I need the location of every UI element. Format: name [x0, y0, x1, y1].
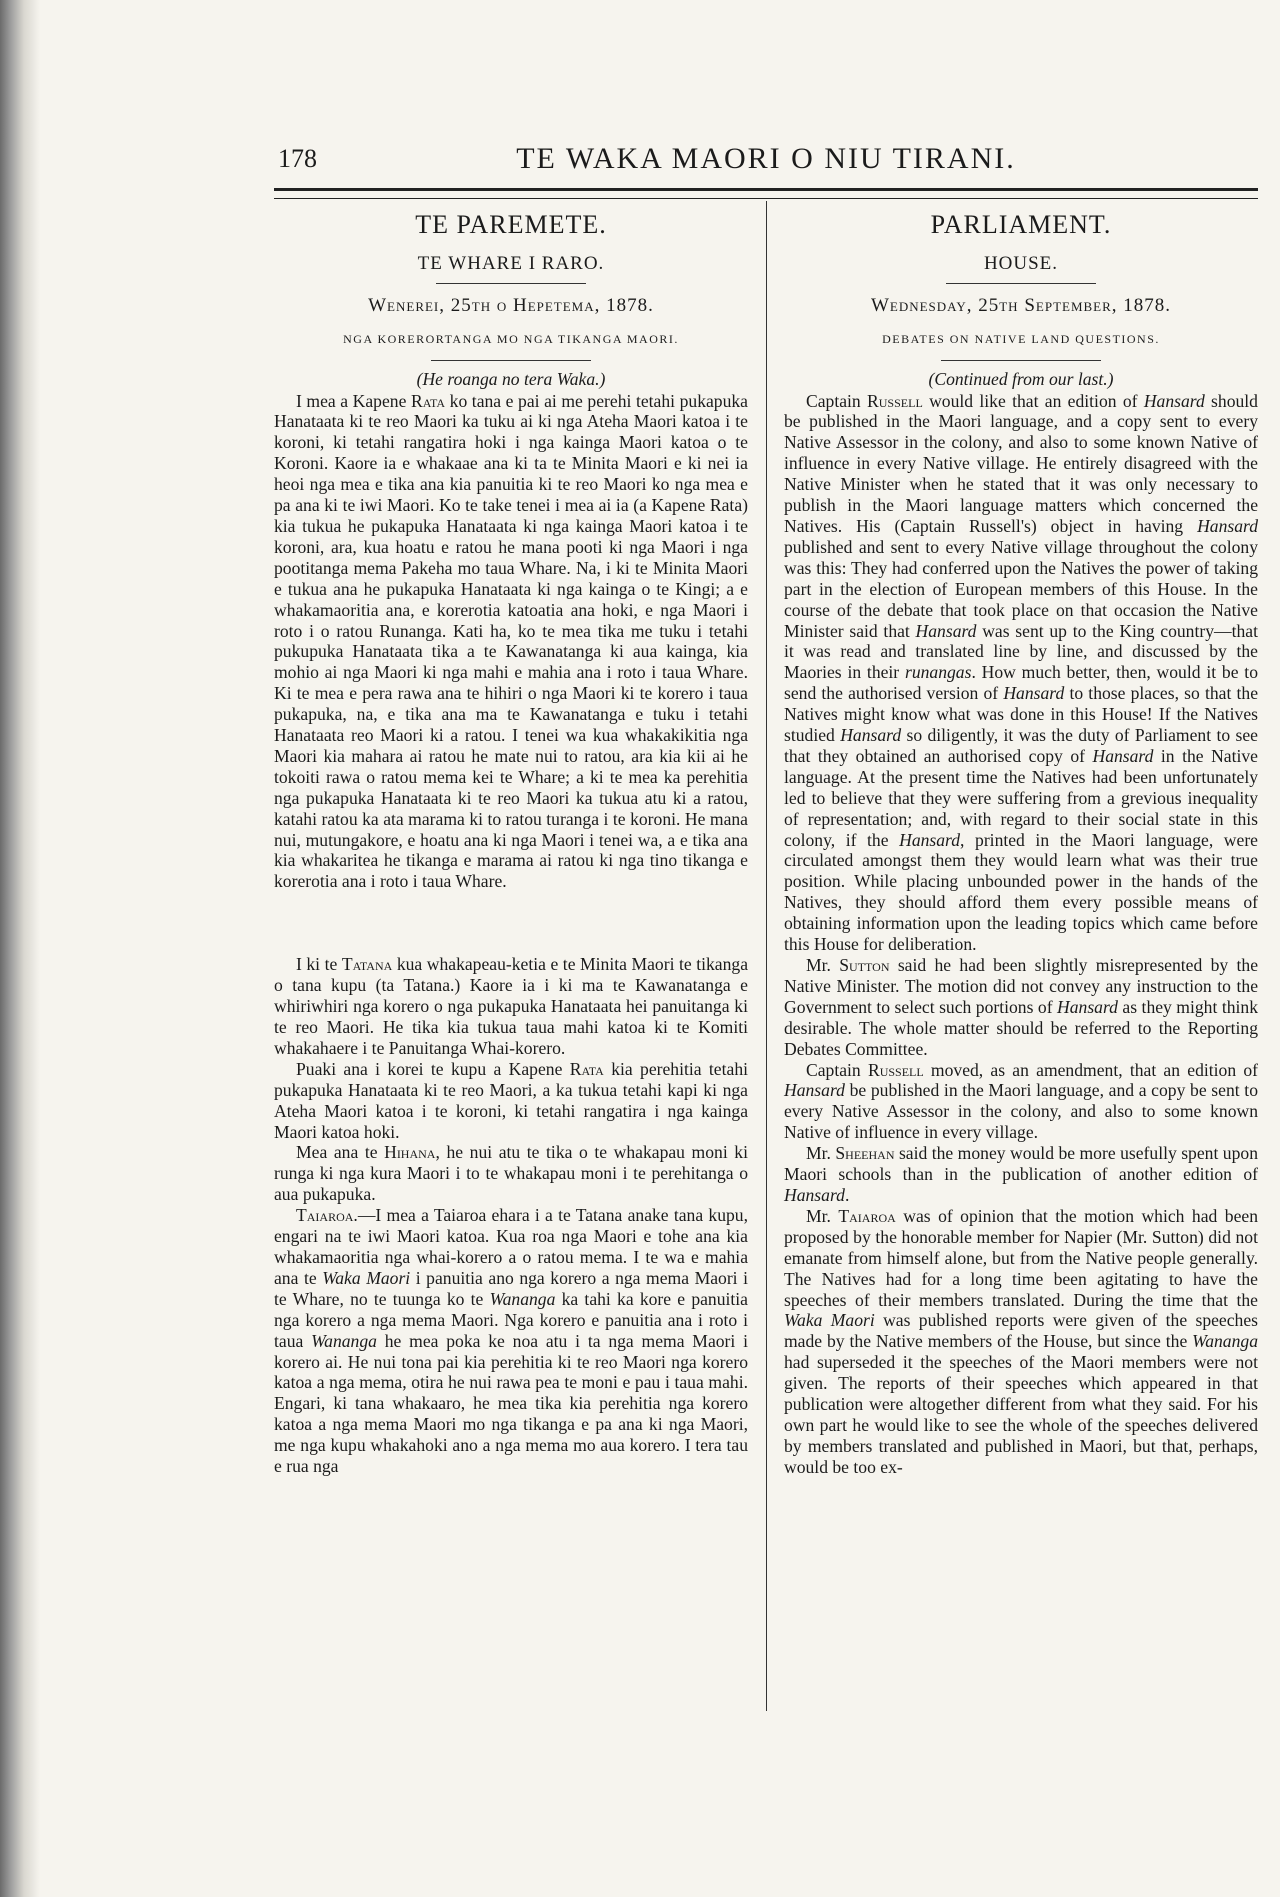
book-binding-edge: [0, 0, 40, 1897]
sitting-date: Wednesday, 25th September, 1878.: [870, 294, 1172, 316]
paragraph: Captain Russell would like that an edition of Hansard should be published in the Maori language, and a copy sent to every Native Assessor in the colony, and also to some known Native of influence in every Native village. He entirely disagreed with the Native Minister when he stated that it was only necessary to publish in the Maori language matters which concerned the Natives. His (Captain Russell's) object in having Hansard published and sent to every Native village throughout the colony was this: They had conferred upon the Natives the power of taking part in the election of European members of this House. In the course of the debate that took place on that occasion the Native Minister said that Hansard was sent up to the King country—that it was read and translated line by line, and discussed by the Maories in their runangas. How much better, then, would it be to send the authorised version of Hansard to those places, so that the Natives might know what was done in this House! If the Natives studied Hansard so diligently, it was the duty of Parliament to see that they obtained an authorised copy of Hansard in the Native language. At the present time the Natives had been unfortunately led to believe that they were suffering from a grevious inequality of representation; and, with regard to their social state in this colony, if the Hansard, printed in the Maori language, were circulated amongst them they would learn what was their true position. While placing unbounded power in the hands of the Natives, they should afford them every possible means of obtaining information upon the leading topics which came before this House for deliberation.: [784, 390, 1258, 955]
section-title: TE PAREMETE.: [415, 210, 607, 239]
sitting-date: Wenerei, 25th o Hepetema, 1878.: [368, 294, 654, 316]
page-number: 178: [278, 144, 317, 173]
short-rule: [436, 283, 586, 284]
paragraph: Captain Russell moved, as an amendment, that an edition of Hansard be published in the Maori language, and a copy be sent to every Native Assessor in the colony, and also to some known Native of influence in every village.: [784, 1059, 1258, 1143]
section-title: PARLIAMENT.: [930, 210, 1112, 239]
column-divider: [766, 201, 767, 1711]
paragraph: I ki te Tatana kua whakapeau-ketia e te Minita Maori te tikanga o tana kupu (ta Tatana.) Kaore ia i ki ma te Kawanatanga e whiriwhiri nga korero o nga pukapuka Hanataata hei panuitanga ki te reo Maori. He tika kia tukua taua mahi katoa ki te Komiti whakahaere i te Panuitanga Whai-korero.: [274, 954, 749, 1058]
newspaper-page: [274, 142, 1258, 1478]
short-rule: [946, 283, 1096, 284]
column-gap: [274, 892, 748, 954]
continued-note: (He roanga no tera Waka.): [416, 368, 606, 389]
paragraph: Taiaroa.—I mea a Taiaroa ehara i a te Tatana anake tana kupu, engari na te iwi Maori katoa. Kua roa nga Maori e tohe ana kia whakamaoritia nga whai-korero a o ratou mema. I te wa e mahia ana te Waka Maori i panuitia ano nga korero a nga mema Maori i te Whare, no te tuunga ko te Wananga ka tahi ka kore e panuitia nga korero a nga mema Maori. Nga korero e panuitia ana i roto i taua Wananga he mea poka ke noa atu i ta nga mema Maori i korero ai. He nui tona pai kia perehitia ki te reo Maori nga korero katoa a nga mema, otira he nui rawa pea te moni e pau i taua mahi. Engari, ki tana whakaaro, he mea tika kia perehitia nga korero katoa a nga mema Maori mo nga tikanga e pa ana ki nga Maori, me nga kupu whakahoki ano a nga mema mo aua korero. I tera tau e rua nga: [274, 1205, 748, 1477]
short-rule: [941, 360, 1101, 361]
paragraph: Mr. Sutton said he had been slightly misrepresented by the Native Minister. The motion did not convey any instruction to the Government to select such portions of Hansard as they might think desirable. The whole matter should be referred to the Reporting Debates Committee.: [784, 955, 1258, 1059]
paragraph: Mea ana te Hihana, he nui atu te tika o te whakapau moni ki runga ki nga kura Maori i to te whakapau moni i te perehitanga o aua pukapuka.: [274, 1142, 748, 1205]
paragraph: Mr. Sheehan said the money would be more usefully spent upon Maori schools than in the publication of another edition of Hansard.: [784, 1143, 1258, 1205]
maori-column: [274, 201, 766, 1478]
masthead: [274, 142, 1258, 182]
debate-subhead: NGA KORERORTANGA MO NGA TIKANGA MAORI.: [343, 331, 679, 346]
house-title: HOUSE.: [983, 252, 1059, 274]
masthead-rule: [274, 188, 1258, 199]
paragraph: I mea a Kapene Rata ko tana e pai ai me perehi tetahi pukapuka Hanataata ki te reo Maori ka tuku ai ki nga Ateha Maori katoa i te koroni, ki tetahi rangatira hoki i nga kainga Maori katoa o te Koroni. Kaore ia e whakaae ana ki ta te Minita Maori e ki nei ia heoi nga mea e tika ana kia panuitia ki te reo Maori ko nga mea e pa ana ki te iwi Maori. Ko te take tenei i mea ai ia (a Kapene Rata) kia tukua he pukapuka Hanataata ki nga kainga Maori katoa i te koroni, ara, kua hoatu e ratou he mana pooti ki nga Maori i nga pootitanga mema Pakeha mo taua Whare. Na, i ki te Minita Maori e tukua ana he pukapuka Hanataata ki nga kainga o te Kingi; a e whakamaoritia ana, e korerotia katoatia ana hoki, e nga Maori i roto i o ratou Runanga. Kati ha, ko te mea tika me tuku i tetahi pukupuka Hanataata tika a te Kawanatanga ki aua kainga, kia mohio ai nga Maori ki nga mahi e mahia ana i roto i taua Whare. Ki te mea e pera rawa ana te hihiri o nga Maori ki te korero i taua pukapuka, na, e tika ana ma te Kawanatanga e tuku i tetahi Hanataata reo Maori ki a ratou. I tenei wa kua whakakikitia nga Maori kia mahara ai ratou he mate nui to ratou, ara kia kii ai he tokoiti rawa o ratou mema kei te Whare; a ki te mea ka perehitia nga pukapuka Hanataata ki te reo Maori ka tukua atu ki a ratou, katahi ratou ka ata marama ki to ratou turanga i te koroni. He mana nui, mutungakore, e hoatu ana ki nga Maori i tenei wa, a e tika ana kia whakaritea he tikanga e marama ai ratou ki nga tino tikanga e korerotia ana i roto i taua Whare.: [274, 390, 748, 892]
columns: [274, 201, 1258, 1478]
running-title: TE WAKA MAORI O NIU TIRANI.: [516, 142, 1016, 175]
short-rule: [431, 360, 591, 361]
paragraph: Puaki ana i korei te kupu a Kapene Rata kia perehitia tetahi pukapuka Hanataata ki te reo Maori, a ka tukua tetahi kapi ki nga Ateha Maori katoa i te koroni, ki tetahi rangatira i nga kainga Maori katoa hoki.: [274, 1058, 749, 1142]
house-title: TE WHARE I RARO.: [417, 252, 605, 274]
debate-subhead: DEBATES ON NATIVE LAND QUESTIONS.: [882, 331, 1160, 346]
continued-note: (Continued from our last.): [928, 368, 1114, 389]
english-column: [766, 201, 1258, 1478]
paragraph: Mr. Taiaroa was of opinion that the motion which had been proposed by the honorable member for Napier (Mr. Sutton) did not emanate from himself alone, but from the Native people generally. The Natives had for a long time been agitating to have the speeches of their members translated. During the time that the Waka Maori was published reports were given of the speeches made by the Native members of the House, but since the Wananga had superseded it the speeches of the Maori members were not given. The reports of their speeches which appeared in that publication were altogether different from what they said. For his own part he would like to see the whole of the speeches delivered by members translated and published in Maori, but that, perhaps, would be too ex-: [784, 1205, 1259, 1477]
